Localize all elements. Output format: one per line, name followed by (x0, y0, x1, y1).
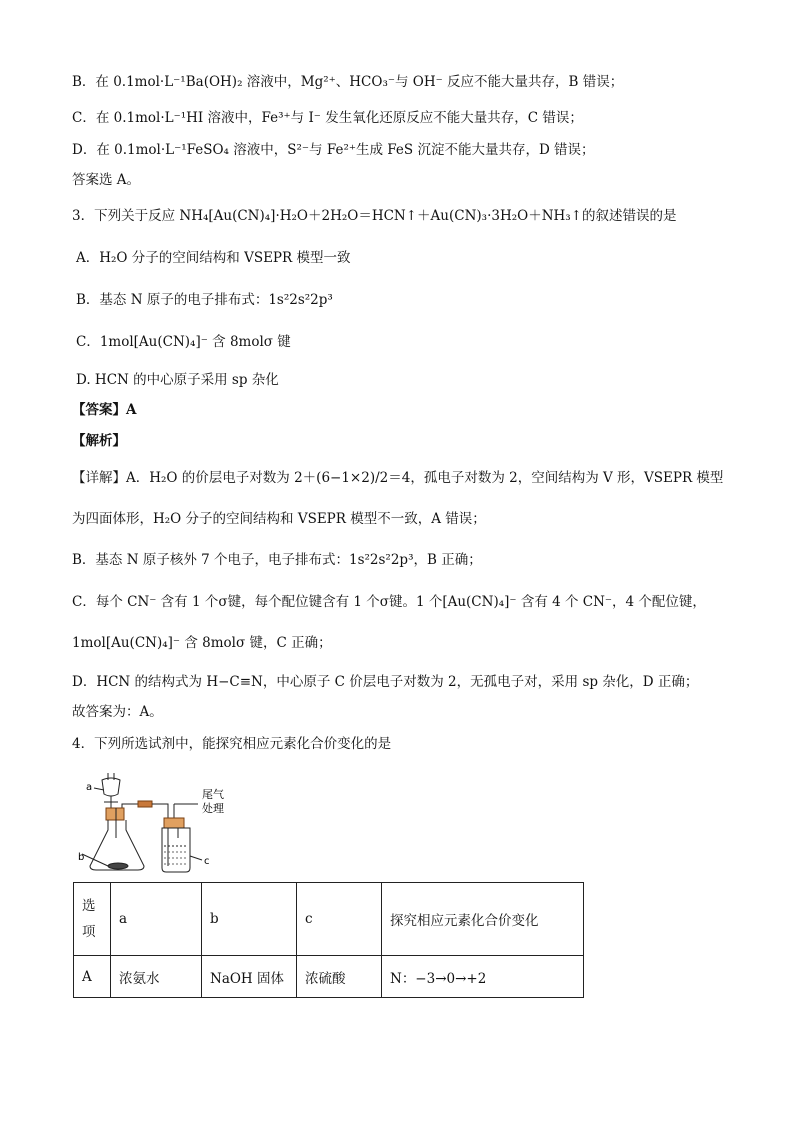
detail-line: 【详解】A．H₂O 的价层电子对数为 2＋(6−1×2)/2＝4，孤电子对数为 2，空间结构为 V 形，VSEPR 模型 (72, 470, 724, 486)
detail-line: 1mol[Au(CN)₄]⁻ 含 8molσ 键，C 正确； (72, 635, 332, 651)
question-3: 3．下列关于反应 NH₄[Au(CN)₄]·H₂O＋2H₂O＝HCN↑＋Au(CN)₃·3H₂O＋NH₃↑的叙述错误的是 (72, 208, 677, 224)
table-header-cell: b (202, 883, 297, 956)
text-line: 答案选 A。 (72, 172, 141, 188)
options-table (73, 882, 584, 998)
detail-line: 为四面体形，H₂O 分子的空间结构和 VSEPR 模型不一致，A 错误； (72, 511, 486, 527)
label-c: c (204, 856, 210, 867)
text-line: C．在 0.1mol·L⁻¹HI 溶液中，Fe³⁺与 I⁻ 发生氧化还原反应不能大量共存，C 错误； (72, 110, 583, 126)
table-cell: 浓硫酸 (297, 956, 382, 998)
table-cell: 浓氨水 (111, 956, 202, 998)
option-c: C．1mol[Au(CN)₄]⁻ 含 8molσ 键 (76, 334, 291, 350)
table-header-cell: 探究相应元素化合价变化 (382, 883, 584, 956)
option-a: A．H₂O 分子的空间结构和 VSEPR 模型一致 (76, 250, 351, 266)
table-cell: N：−3→0→+2 (382, 956, 584, 998)
label-a: a (86, 782, 93, 793)
option-d: D. HCN 的中心原子采用 sp 杂化 (76, 372, 279, 388)
question-4: 4．下列所选试剂中，能探究相应元素化合价变化的是 (72, 736, 392, 752)
table-header-cell: a (111, 883, 202, 956)
text-line: B．在 0.1mol·L⁻¹Ba(OH)₂ 溶液中，Mg²⁺、HCO₃⁻与 OH⁻ 反应不能大量共存，B 错误； (72, 74, 624, 90)
table-cell: A (74, 956, 111, 998)
text-line: D．在 0.1mol·L⁻¹FeSO₄ 溶液中，S²⁻与 Fe²⁺生成 FeS 沉淀不能大量共存，D 错误； (72, 142, 595, 158)
apparatus-figure (78, 768, 248, 876)
tail-gas-label: 尾气 (202, 788, 224, 801)
analysis-heading: 【解析】 (72, 433, 126, 449)
table-cell: NaOH 固体 (202, 956, 297, 998)
detail-line: D．HCN 的结构式为 H−C≡N，中心原子 C 价层电子对数为 2，无孤电子对，采用 sp 杂化，D 正确； (72, 674, 699, 690)
table-header-cell: 选项 (74, 883, 111, 956)
label-b: b (78, 852, 85, 863)
tail-gas-label-2: 处理 (202, 802, 224, 815)
detail-line: C．每个 CN⁻ 含有 1 个σ键，每个配位键含有 1 个σ键。1 个[Au(CN)₄]⁻ 含有 4 个 CN⁻，4 个配位键， (72, 594, 706, 610)
table-row (74, 956, 584, 998)
table-header-row (74, 883, 584, 956)
answer-heading: 【答案】A (72, 402, 137, 418)
option-b: B．基态 N 原子的电子排布式：1s²2s²2p³ (76, 292, 333, 308)
detail-line: B．基态 N 原子核外 7 个电子，电子排布式：1s²2s²2p³，B 正确； (72, 552, 482, 568)
detail-line: 故答案为：A。 (72, 704, 163, 720)
table-header-cell: c (297, 883, 382, 956)
